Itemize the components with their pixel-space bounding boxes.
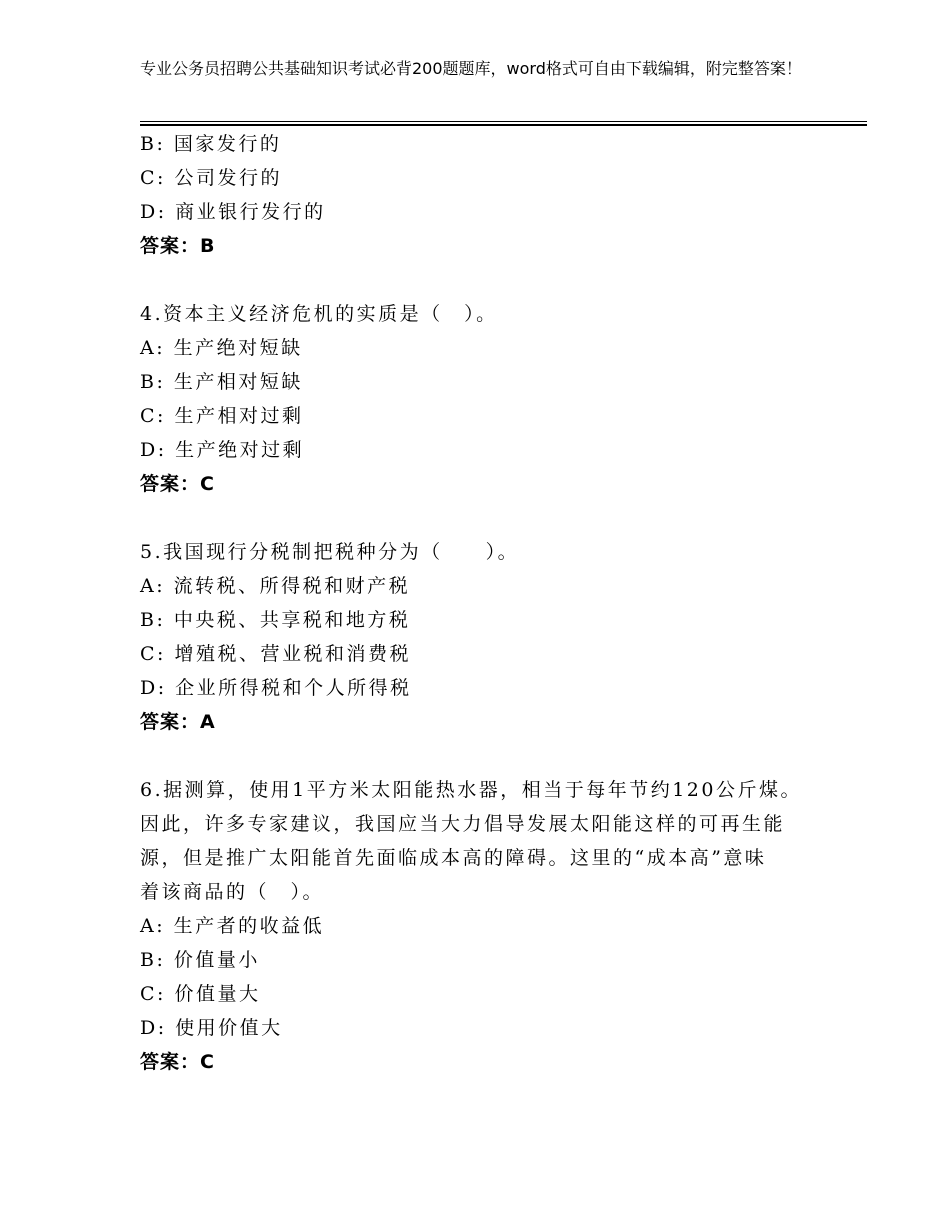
option-b: B: 中央税、共享税和地方税 bbox=[140, 609, 411, 631]
option-b: B: 生产相对短缺 bbox=[140, 371, 303, 393]
header-divider bbox=[140, 121, 867, 126]
question-stem: 4.资本主义经济危机的实质是（ ）。 bbox=[140, 303, 498, 325]
option-d: D: 生产绝对过剩 bbox=[140, 439, 305, 461]
answer: 答案：C bbox=[140, 1051, 215, 1073]
question-stem-line: 源，但是推广太阳能首先面临成本高的障碍。这里的“成本高”意味 bbox=[140, 847, 767, 869]
option-c: C: 增殖税、营业税和消费税 bbox=[140, 643, 411, 665]
option-c: C: 价值量大 bbox=[140, 983, 261, 1005]
option-c: C: 生产相对过剩 bbox=[140, 405, 304, 427]
header-title: 专业公务员招聘公共基础知识考试必背200题题库，word格式可自由下载编辑，附完整答案！ bbox=[140, 59, 802, 78]
option-d: D: 企业所得税和个人所得税 bbox=[140, 677, 412, 699]
question-4 bbox=[140, 297, 820, 501]
answer: 答案：C bbox=[140, 473, 215, 495]
option-d: D: 商业银行发行的 bbox=[140, 201, 326, 223]
spacer bbox=[140, 501, 820, 535]
option-a: A: 流转税、所得税和财产税 bbox=[140, 575, 411, 597]
question-stem-line: 因此，许多专家建议，我国应当大力倡导发展太阳能这样的可再生能 bbox=[140, 813, 786, 835]
question-stem-line: 6.据测算，使用1平方米太阳能热水器，相当于每年节约120公斤煤。 bbox=[140, 779, 802, 801]
question-3-partial bbox=[140, 127, 820, 263]
option-b: B: 国家发行的 bbox=[140, 133, 282, 155]
question-stem: 5.我国现行分税制把税种分为（ ）。 bbox=[140, 541, 520, 563]
answer: 答案：B bbox=[140, 235, 216, 257]
option-d: D: 使用价值大 bbox=[140, 1017, 283, 1039]
question-6 bbox=[140, 773, 820, 1079]
option-a: A: 生产者的收益低 bbox=[140, 915, 325, 937]
spacer bbox=[140, 739, 820, 773]
spacer bbox=[140, 263, 820, 297]
option-c: C: 公司发行的 bbox=[140, 167, 282, 189]
question-5 bbox=[140, 535, 820, 739]
option-b: B: 价值量小 bbox=[140, 949, 260, 971]
question-list bbox=[140, 127, 820, 1079]
question-stem-line: 着该商品的（ ）。 bbox=[140, 881, 325, 903]
page-header bbox=[140, 58, 840, 80]
option-a: A: 生产绝对短缺 bbox=[140, 337, 303, 359]
answer: 答案：A bbox=[140, 711, 216, 733]
